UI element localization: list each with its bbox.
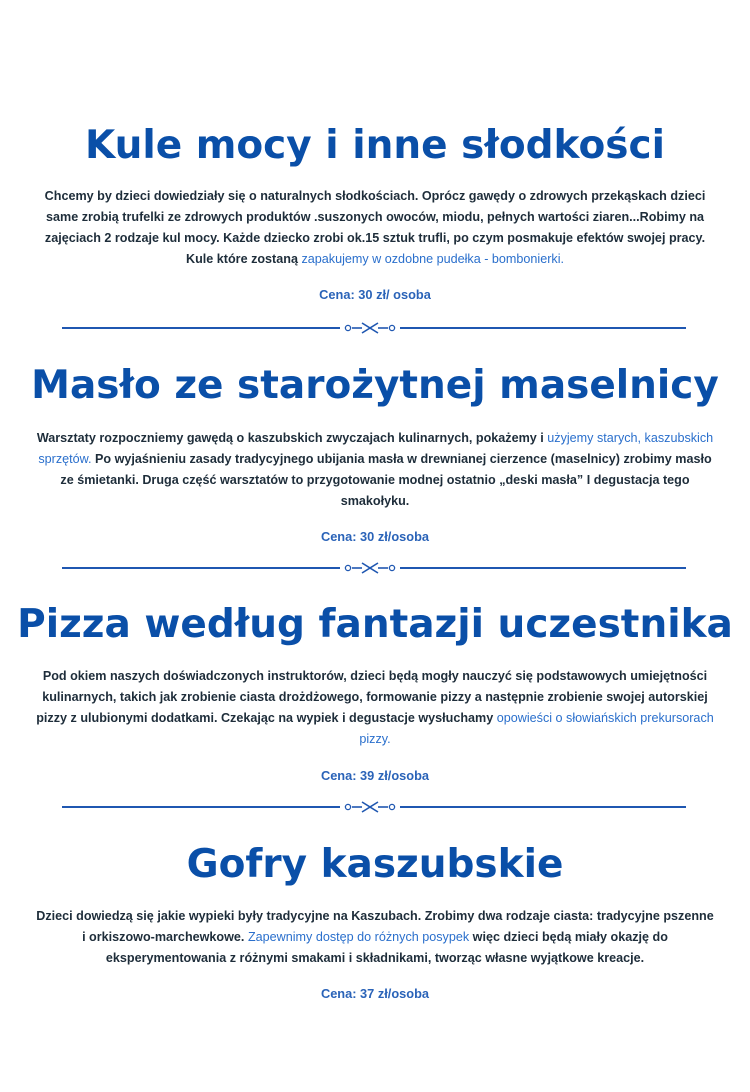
divider-line-right bbox=[400, 806, 686, 808]
section-divider bbox=[62, 561, 686, 575]
section-description bbox=[35, 906, 715, 969]
description-text: Pod okiem naszych doświadczonych instruktorów, dzieci będą mogły nauczyć się podstawowych umiejętności kulinarnych, takich jak zrobienie ciasta drożdżowego, formowanie pizzy a następnie zrobienie swojej autorskiej pizzy z ulubionymi dodatkami. Czekając na wypiek i degustacje wysłuchamy bbox=[36, 669, 708, 725]
section-price: Cena: 39 zł/osoba bbox=[320, 768, 430, 783]
description-text: Chcemy by dzieci dowiedziały się o naturalnych słodkościach. Oprócz gawędy o zdrowych przekąskach dzieci same zrobią trufelki ze zdrowych produktów .suszonych owoców, miodu, pełnych wartości ziaren...Robimy na zajęciach 2 rodzaje kul mocy. Każde dziecko zrobi ok.15 sztuk trufli, po czym posmakuje efektów swojej pracy. Kule które zostaną bbox=[44, 189, 706, 266]
section-divider bbox=[62, 800, 686, 814]
section-title: Kule mocy i inne słodkości bbox=[85, 123, 665, 168]
section-maslo bbox=[0, 362, 750, 545]
section-description bbox=[35, 428, 715, 512]
section-description bbox=[35, 666, 715, 750]
description-text: Dzieci dowiedzą się jakie wypieki były tradycyjne na Kaszubach. Zrobimy dwa rodzaje ciasta: tradycyjne pszenne i orkiszowo-marchewkowe. bbox=[36, 909, 714, 944]
divider-line-left bbox=[62, 327, 340, 329]
description-link[interactable]: użyjemy starych, kaszubskich sprzętów. bbox=[38, 431, 714, 466]
ornament-divider-icon bbox=[340, 321, 400, 335]
divider-line-left bbox=[62, 806, 340, 808]
divider-line-left bbox=[62, 567, 340, 569]
divider-line-right bbox=[400, 327, 686, 329]
section-kule-mocy bbox=[0, 122, 750, 303]
description-text-after: Po wyjaśnieniu zasady tradycyjnego ubijania masła w drewnianej cierzence (maselnicy) zrobimy masło ze śmietanki. Druga część warsztatów to przygotowanie modnej ostatnio „deski masła” I degustacja tego smakołyku. bbox=[60, 452, 712, 508]
description-text-after: więc dzieci będą miały okazję do eksperymentowania z różnymi smakami i składnikami, tworząc własne wyjątkowe kreacje. bbox=[105, 930, 668, 965]
section-title: Masło ze starożytnej maselnicy bbox=[31, 363, 719, 408]
description-link[interactable]: zapakujemy w ozdobne pudełka - bombonierki. bbox=[301, 252, 564, 266]
ornament-divider-icon bbox=[340, 800, 400, 814]
section-price: Cena: 37 zł/osoba bbox=[320, 986, 430, 1001]
section-price: Cena: 30 zł/osoba bbox=[320, 529, 430, 544]
section-gofry bbox=[0, 841, 750, 1002]
description-text: Warsztaty rozpoczniemy gawędą o kaszubskich zwyczajach kulinarnych, pokażemy i bbox=[36, 431, 548, 445]
ornament-divider-icon bbox=[340, 561, 400, 575]
section-description bbox=[35, 186, 715, 270]
section-pizza bbox=[0, 601, 750, 784]
section-title: Gofry kaszubskie bbox=[186, 842, 564, 887]
section-divider bbox=[62, 321, 686, 335]
section-price: Cena: 30 zł/ osoba bbox=[319, 287, 431, 302]
section-title: Pizza według fantazji uczestnika bbox=[17, 602, 733, 647]
description-link[interactable]: Zapewnimy dostęp do różnych posypek bbox=[247, 930, 470, 944]
divider-line-right bbox=[400, 567, 686, 569]
description-link[interactable]: opowieści o słowiańskich prekursorach pizzy. bbox=[359, 711, 714, 746]
